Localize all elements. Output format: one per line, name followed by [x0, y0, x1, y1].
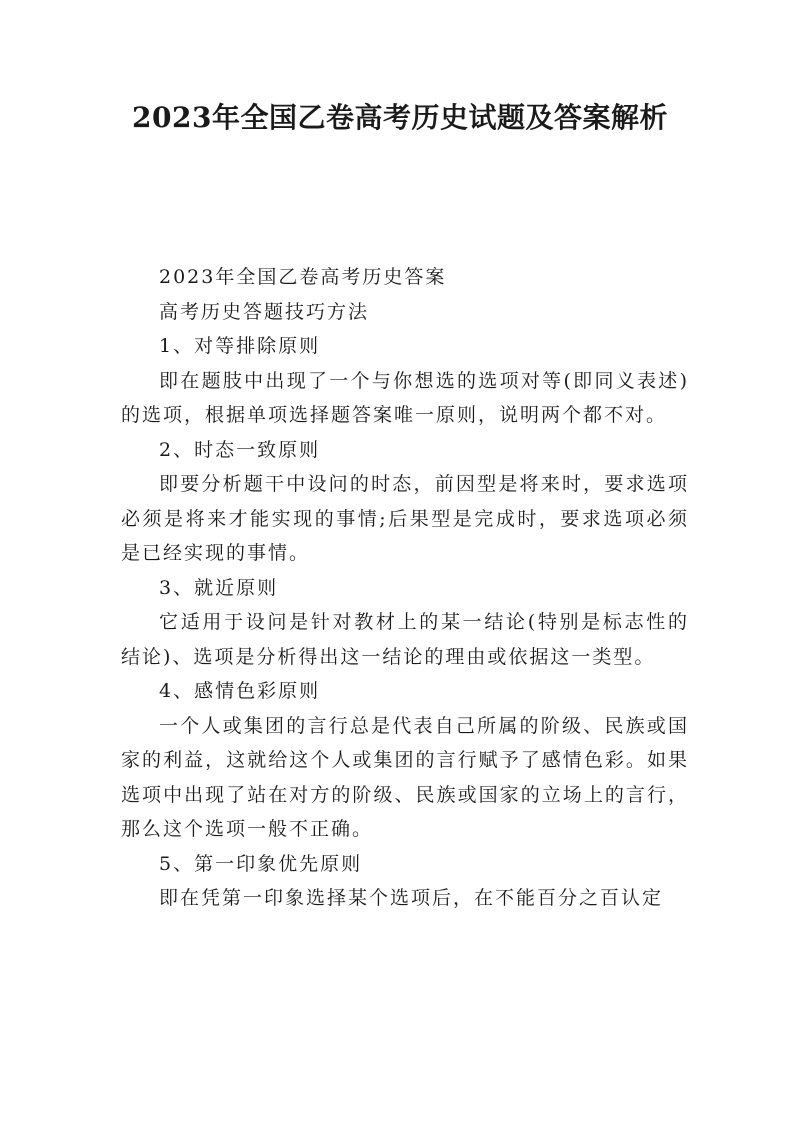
paragraph-rule-1-body: 即在题肢中出现了一个与你想选的选项对等(即同义表述)的选项，根据单项选择题答案唯一原则，说明两个都不对。 [121, 369, 689, 426]
paragraph-answer-heading: 2023年全国乙卷高考历史答案 [159, 266, 447, 288]
paragraph-rule-5-body: 即在凭第一印象选择某个选项后，在不能百分之百认定 [159, 887, 664, 909]
paragraph-rule-4-heading: 4、感情色彩原则 [159, 680, 321, 702]
paragraph-rule-1-heading: 1、对等排除原则 [159, 335, 321, 357]
paragraph-rule-3-heading: 3、就近原则 [159, 576, 279, 599]
paragraph-rule-4-body: 一个人或集团的言行总是代表自己所属的阶级、民族或国家的利益，这就给这个人或集团的言行赋予了感情色彩。如果选项中出现了站在对方的阶级、民族或国家的立场上的言行，那么这个选项一般不正确。 [121, 714, 689, 840]
document-body [121, 260, 689, 916]
paragraph-tips-heading: 高考历史答题技巧方法 [159, 300, 370, 323]
paragraph-rule-2-body: 即要分析题干中设问的时态，前因型是将来时，要求选项必须是将来才能实现的事情;后果型是完成时，要求选项必须是已经实现的事情。 [121, 473, 689, 564]
paragraph-rule-2-heading: 2、时态一致原则 [159, 438, 321, 461]
paragraph-rule-3-body: 它适用于设问是针对教材上的某一结论(特别是标志性的结论)、选项是分析得出这一结论的理由或依据这一类型。 [121, 611, 689, 668]
paragraph-rule-5-heading: 5、第一印象优先原则 [159, 852, 363, 875]
document-title: 2023年全国乙卷高考历史试题及答案解析 [132, 101, 668, 134]
